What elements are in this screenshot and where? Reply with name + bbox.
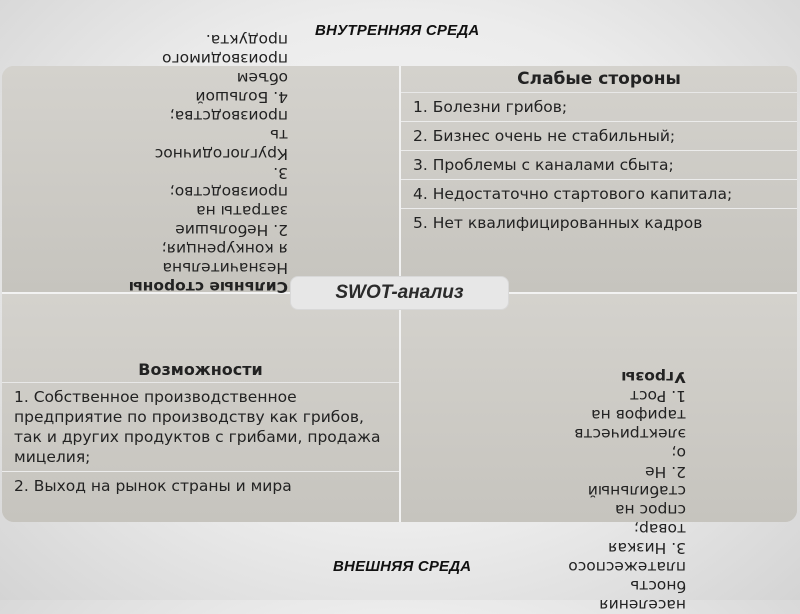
external-environment-label: ВНЕШНЯЯ СРЕДА bbox=[333, 558, 472, 575]
list-item: 4. Недостаточно стартового капитала; bbox=[401, 180, 797, 209]
internal-environment-label: ВНУТРЕННЯЯ СРЕДА bbox=[315, 22, 480, 39]
strengths-line: продукта. bbox=[205, 31, 288, 49]
threats-line: электричеств bbox=[574, 425, 686, 443]
list-item: 2. Выход на рынок страны и мира bbox=[14, 477, 292, 495]
weaknesses-title: Слабые стороны bbox=[401, 66, 797, 93]
opportunities-cell bbox=[2, 294, 399, 522]
threats-text bbox=[526, 276, 686, 614]
threats-line: о; bbox=[671, 444, 686, 462]
threats-line: тарифов на bbox=[591, 406, 686, 424]
strengths-line: 2. Небольшие bbox=[175, 221, 288, 239]
threats-line: 2. Не bbox=[645, 463, 686, 481]
threats-line: спрос на bbox=[614, 501, 686, 519]
list-item: 1. Собственное производственное предприятие по производству как грибов, так и других продуктов с грибами, продажа мицелия; bbox=[2, 383, 399, 472]
strengths-title: Сильные стороны bbox=[128, 278, 288, 296]
strengths-text bbox=[128, 0, 288, 296]
strengths-line: Круглогодичнос bbox=[154, 145, 288, 163]
list-item: 5. Нет квалифицированных кадров bbox=[413, 214, 703, 232]
weaknesses-cell bbox=[401, 66, 797, 292]
strengths-line: производства; bbox=[169, 107, 288, 125]
threats-line: 1. Рост bbox=[629, 387, 686, 405]
strengths-line: ть bbox=[269, 126, 288, 144]
weaknesses-list bbox=[401, 93, 797, 237]
opportunities-title: Возможности bbox=[2, 358, 399, 383]
strengths-line: производимого bbox=[162, 50, 288, 68]
strengths-line: производство; bbox=[169, 183, 288, 201]
list-item: 1. Болезни грибов; bbox=[401, 93, 797, 122]
list-item: 3. Проблемы с каналами сбыта; bbox=[401, 151, 797, 180]
threats-line: 3. Низкая bbox=[608, 539, 686, 557]
strengths-line: 3. bbox=[273, 164, 288, 182]
strengths-line: Незначительна bbox=[162, 259, 288, 277]
swot-analysis-badge: SWOT-анализ bbox=[291, 277, 508, 309]
threats-line: населения bbox=[599, 596, 686, 614]
strengths-line: затраты на bbox=[196, 202, 288, 220]
list-item: 2. Бизнес очень не стабильный; bbox=[401, 122, 797, 151]
strengths-line: 4. Большой bbox=[195, 88, 288, 106]
threats-line: товар; bbox=[633, 520, 686, 538]
strengths-line: я конкуренция; bbox=[161, 240, 288, 258]
threats-line: бность bbox=[630, 577, 686, 595]
threats-title: Угрозы bbox=[621, 368, 686, 386]
strengths-line: объем bbox=[236, 69, 288, 87]
opportunities-list bbox=[2, 383, 399, 500]
threats-line: платежеспосо bbox=[568, 558, 686, 576]
threats-line: стабильный bbox=[587, 482, 686, 500]
